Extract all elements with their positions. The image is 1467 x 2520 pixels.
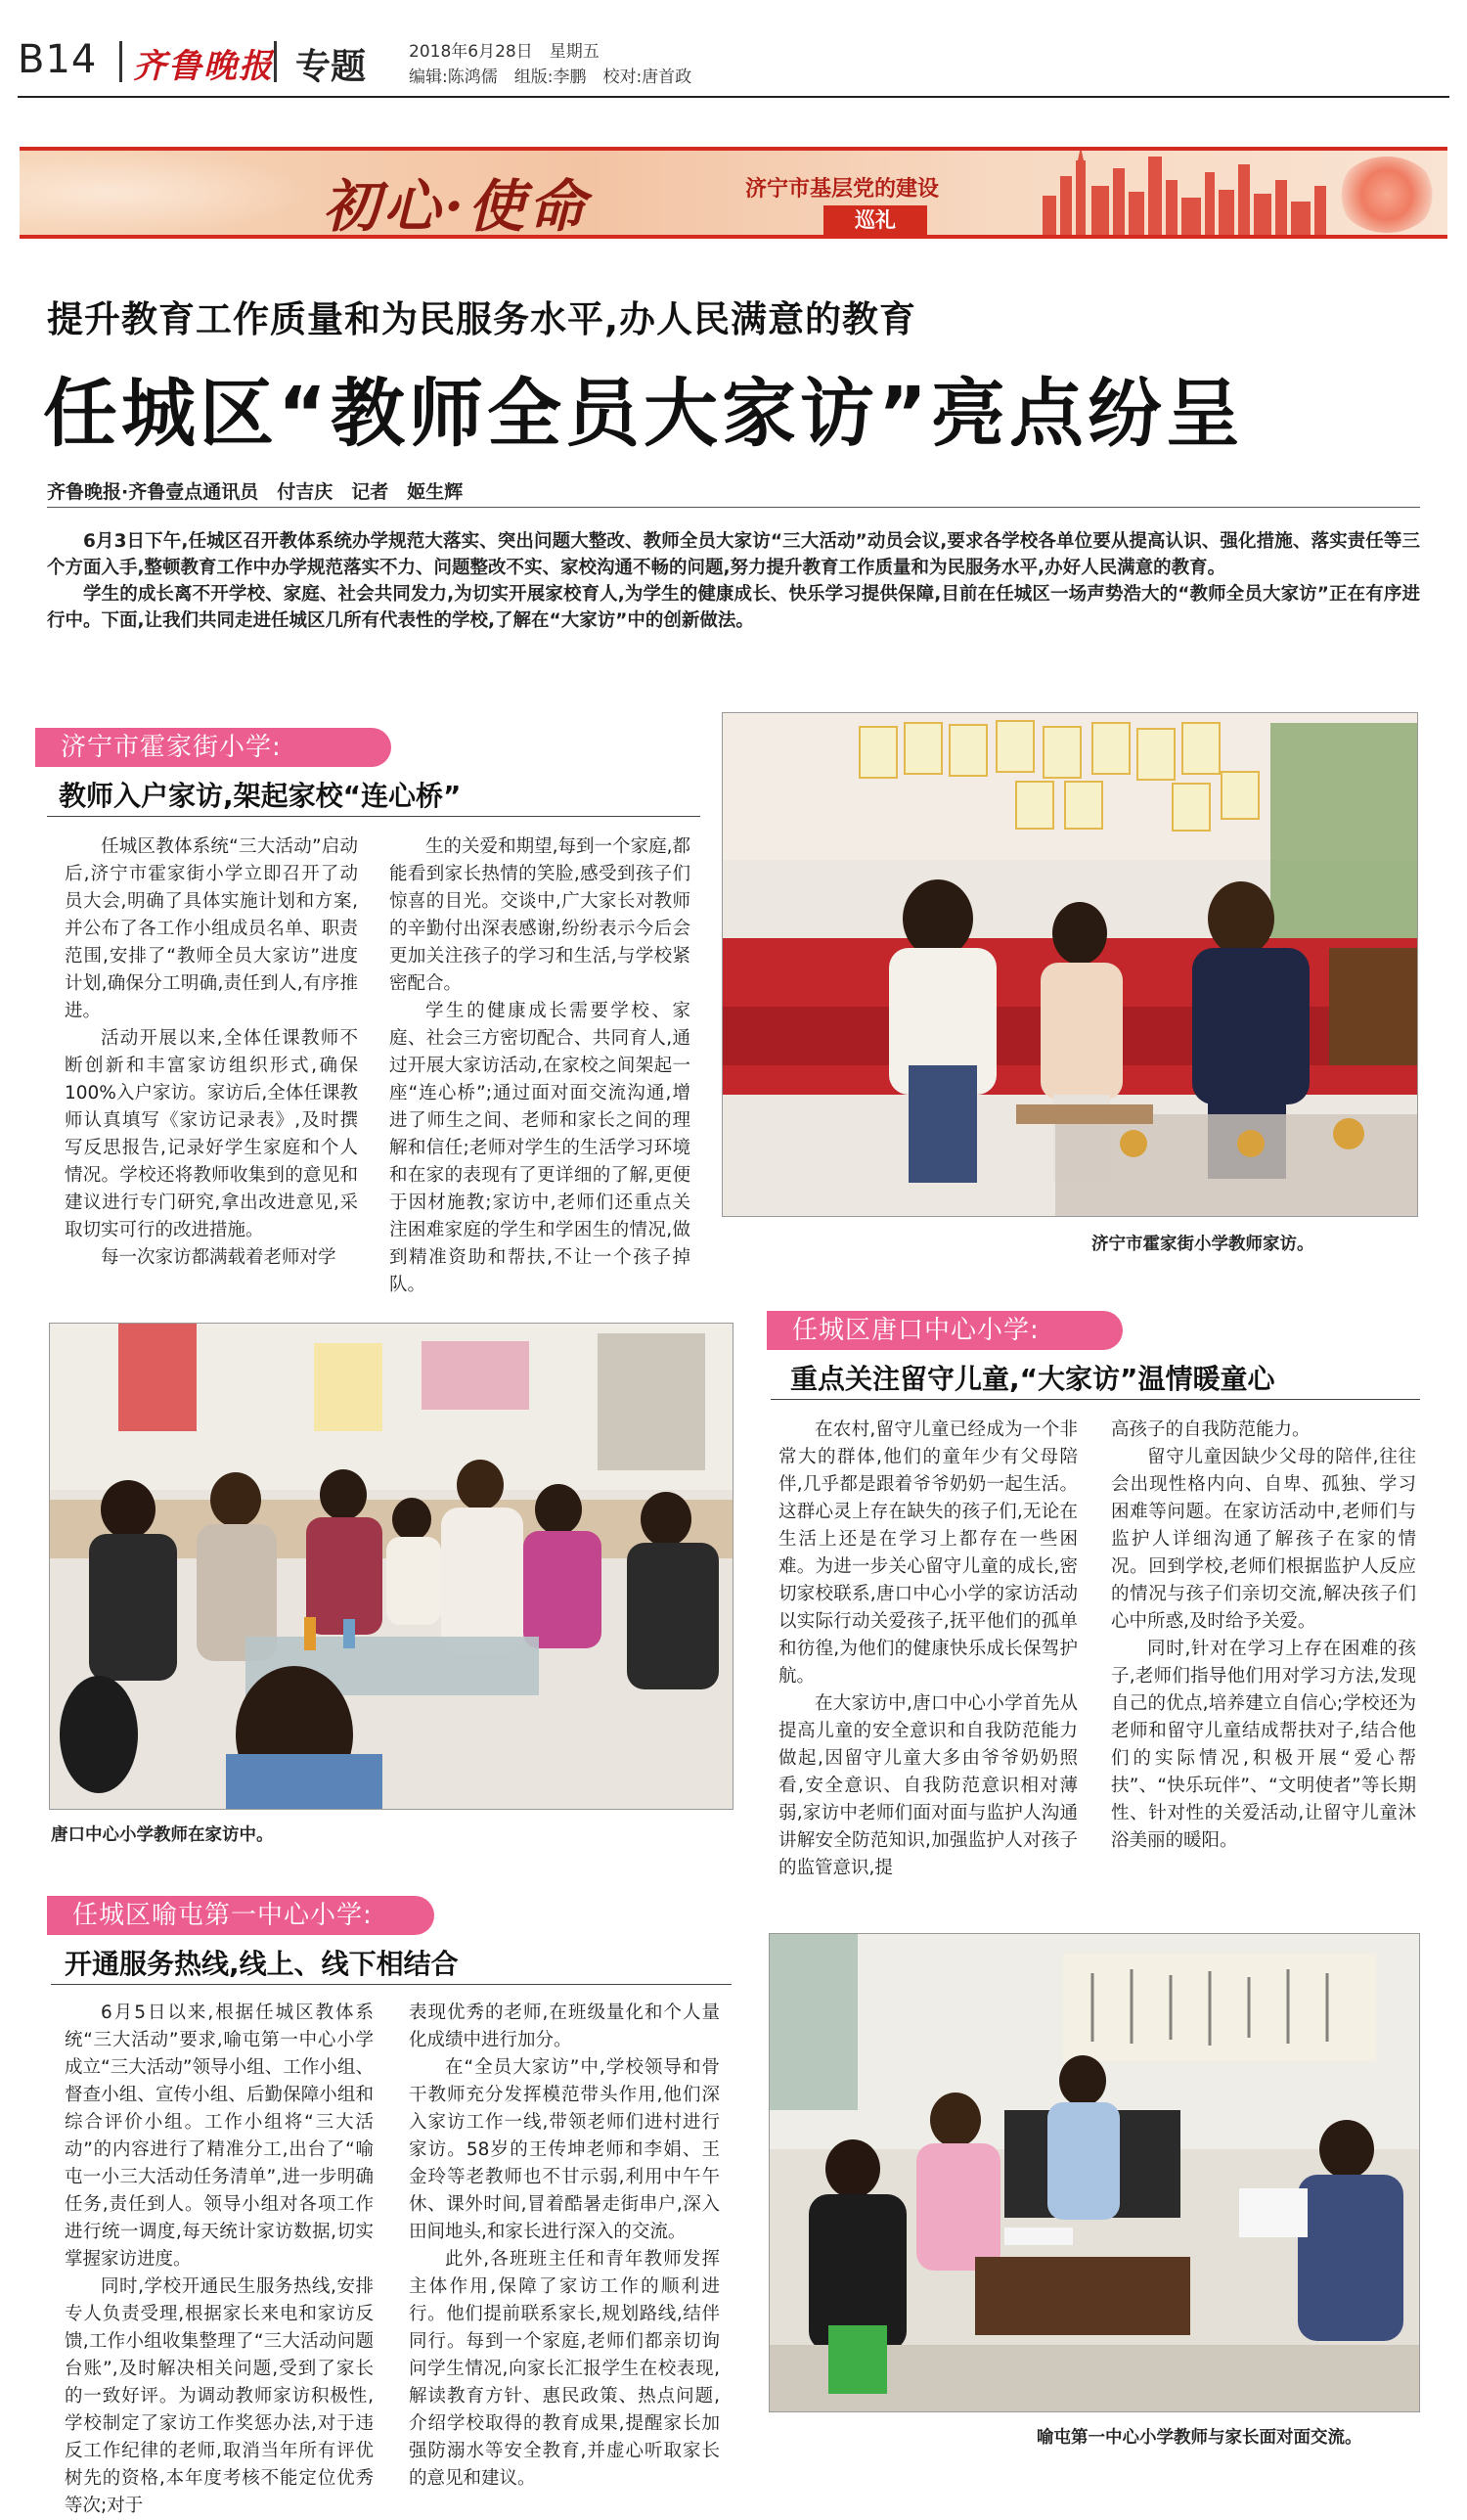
section-body-column xyxy=(65,2000,374,2520)
paragraph: 此外,各班班主任和青年教师发挥主体作用,保障了家访工作的顺利进行。他们提前联系家长,规划路线,结伴同行。每到一个家庭,老师们都亲切询问学生情况,向家长汇报学生在校表现,解读教育方针、惠民政策、热点问题,介绍学校取得的教育成果,提醒家长加强防溺水等安全教育,并虚心听取家长的意见和建议。 xyxy=(409,2249,720,2489)
photo-caption: 济宁市霍家街小学教师家访。 xyxy=(1091,1235,1314,1254)
paragraph: 活动开展以来,全体任课教师不断创新和丰富家访组织形式,确保100%入户家访。家访后,全体任课教师认真填写《家访记录表》,及时撰写反思报告,记录好学生家庭和个人情况。学校还将教师收集到的意见和建议进行专门研究,拿出改进意见,采取切实可行的改进措施。 xyxy=(65,1028,358,1240)
column-name: 专题 xyxy=(295,47,367,87)
article-kicker: 提升教育工作质量和为民服务水平,办人民满意的教育 xyxy=(47,298,917,340)
section-title-yutun: 开通服务热线,线上、线下相结合 xyxy=(65,1948,459,1980)
photo-home-visit-huojiajie xyxy=(722,712,1418,1217)
banner-decoration xyxy=(20,151,313,235)
issue-editors: 编辑:陈鸿儒 组版:李鹏 校对:唐首政 xyxy=(409,68,692,87)
section-title-huojiajie: 教师入户家访,架起家校“连心桥” xyxy=(59,780,462,812)
divider xyxy=(47,507,1420,508)
masthead xyxy=(18,33,1449,88)
section-body-column xyxy=(65,833,358,1272)
flower-icon xyxy=(1338,157,1436,233)
banner-slogan: 初心·使命 xyxy=(323,173,590,239)
paragraph: 同时,针对在学习上存在困难的孩子,老师们指导他们用对学习方法,发现自己的优点,培养建立自信心;学校还为老师和留守儿童结成帮扶对子,结合他们的实际情况,积极开展“爱心帮扶”、“快乐玩伴”、“文明使者”等长期性、针对性的关爱活动,让留守儿童沐浴美丽的暖阳。 xyxy=(1111,1639,1416,1851)
issue-date: 2018年6月28日 星期五 xyxy=(409,42,600,62)
skyline-icon xyxy=(1037,147,1330,235)
lead-paragraph: 6月3日下午,任城区召开教体系统办学规范大落实、突出问题大整改、教师全员大家访“三大活动”动员会议,要求各学校各单位要从提高认识、强化措施、落实责任等三个方面入手,整顿教育工作中办学规范落实不力、问题整改不实、家校沟通不畅的问题,努力提升教育工作质量和为民服务水平,办好人民满意的教育。 xyxy=(47,531,1420,578)
lead-paragraph: 学生的成长离不开学校、家庭、社会共同发力,为切实开展家校育人,为学生的健康成长、快乐学习提供保障,目前在任城区一场声势浩大的“教师全员大家访”正在有序进行中。下面,让我们共同走进任城区几所有代表性的学校,了解在“大家访”中的创新做法。 xyxy=(47,584,1420,631)
divider xyxy=(274,41,277,82)
paragraph: 6月5日以来,根据任城区教体系统“三大活动”要求,喻屯第一中心小学成立“三大活动”领导小组、工作小组、督查小组、宣传小组、后勤保障小组和综合评价小组。工作小组将“三大活动”的内容进行了精准分工,出台了“喻屯一小三大活动任务清单”,进一步明确任务,责任到人。领导小组对各项工作进行统一调度,每天统计家访数据,切实掌握家访进度。 xyxy=(65,2002,374,2270)
topic-banner xyxy=(20,147,1447,239)
paragraph: 在大家访中,唐口中心小学首先从提高儿童的安全意识和自我防范能力做起,因留守儿童大多由爷爷奶奶照看,安全意识、自我防范意识相对薄弱,家访中老师们面对面与监护人沟通讲解安全防范知识,加强监护人对孩子的监管意识,提 xyxy=(778,1693,1078,1878)
banner-subtitle: 济宁市基层党的建设 xyxy=(745,177,940,202)
photo-home-visit-tangkou xyxy=(49,1323,734,1810)
photo-home-visit-yutun xyxy=(769,1933,1420,2412)
section-tag-tangkou: 任城区唐口中心小学: xyxy=(775,1311,1123,1350)
section-tag-huojiajie: 济宁市霍家街小学: xyxy=(43,728,391,767)
section-body-column xyxy=(778,1417,1078,1882)
photo-caption: 喻屯第一中心小学教师与家长面对面交流。 xyxy=(1037,2428,1362,2448)
paragraph: 任城区教体系统“三大活动”启动后,济宁市霍家街小学立即召开了动员大会,明确了具体实施计划和方案,并公布了各工作小组成员名单、职责范围,安排了“教师全员大家访”进度计划,确保分工明确,责任到人,有序推进。 xyxy=(65,836,358,1021)
photo-caption: 唐口中心小学教师在家访中。 xyxy=(51,1825,274,1845)
paragraph: 留守儿童因缺少父母的陪伴,往往会出现性格内向、自卑、孤独、学习困难等问题。在家访活动中,老师们与监护人详细沟通了解孩子在家的情况。回到学校,老师们根据监护人反应的情况与孩子们亲切交流,解决孩子们心中所惑,及时给予关爱。 xyxy=(1111,1447,1416,1632)
divider xyxy=(47,816,700,817)
section-tag-yutun: 任城区喻屯第一中心小学: xyxy=(55,1896,434,1935)
divider xyxy=(771,1399,1420,1400)
header-rule xyxy=(18,96,1449,98)
paragraph: 同时,学校开通民生服务热线,安排专人负责受理,根据家长来电和家访反馈,工作小组收集整理了“三大活动问题台账”,及时解决相关问题,受到了家长的一致好评。为调动教师家访积极性,学校制定了家访工作奖惩办法,对于违反工作纪律的老师,取消当年所有评优树先的资格,本年度考核不能定位优秀等次;对于 xyxy=(65,2276,374,2516)
article-lead xyxy=(47,528,1420,634)
section-body-column xyxy=(1111,1417,1416,1855)
article-byline: 齐鲁晚报·齐鲁壹点通讯员 付吉庆 记者 姬生辉 xyxy=(47,481,464,503)
paragraph: 表现优秀的老师,在班级量化和个人量化成绩中进行加分。 xyxy=(409,2002,720,2050)
divider xyxy=(119,41,122,82)
paragraph: 生的关爱和期望,每到一个家庭,都能看到家长热情的笑脸,感受到孩子们惊喜的目光。交谈中,广大家长对教师的辛勤付出深表感谢,纷纷表示今后会更加关注孩子的学习和生活,与学校紧密配合。 xyxy=(389,836,690,994)
article-headline: 任城区“教师全员大家访”亮点纷呈 xyxy=(43,370,1244,457)
newspaper-logo: 齐鲁晚报 xyxy=(133,47,274,86)
page-number: B14 xyxy=(18,37,98,82)
paragraph: 学生的健康成长需要学校、家庭、社会三方密切配合、共同育人,通过开展大家访活动,在家校之间架起一座“连心桥”;通过面对面交流沟通,增进了师生之间、老师和家长之间的理解和信任;老师对学生的生活学习环境和在家的表现有了更详细的了解,更便于因材施教;家访中,老师们还重点关注困难家庭的学生和学困生的情况,做到精准资助和帮扶,不让一个孩子掉队。 xyxy=(389,1001,690,1295)
paragraph: 高孩子的自我防范能力。 xyxy=(1111,1419,1311,1440)
section-body-column xyxy=(389,833,690,1299)
banner-tag: 巡礼 xyxy=(823,205,927,235)
paragraph: 在“全员大家访”中,学校领导和骨干教师充分发挥模范带头作用,他们深入家访工作一线,带领老师们进村进行家访。58岁的王传坤老师和李娟、王金玲等老教师也不甘示弱,利用中午午休、课外时间,冒着酷暑走街串户,深入田间地头,和家长进行深入的交流。 xyxy=(409,2057,720,2242)
paragraph: 在农村,留守儿童已经成为一个非常大的群体,他们的童年少有父母陪伴,几乎都是跟着爷爷奶奶一起生活。这群心灵上存在缺失的孩子们,无论在生活上还是在学习上都存在一些困难。为进一步关心留守儿童的成长,密切家校联系,唐口中心小学的家访活动以实际行动关爱孩子,抚平他们的孤单和彷徨,为他们的健康快乐成长保驾护航。 xyxy=(778,1419,1078,1687)
divider xyxy=(51,1984,732,1985)
section-body-column xyxy=(409,2000,720,2493)
paragraph: 每一次家访都满载着老师对学 xyxy=(101,1247,336,1268)
section-title-tangkou: 重点关注留守儿童,“大家访”温情暖童心 xyxy=(790,1363,1275,1395)
